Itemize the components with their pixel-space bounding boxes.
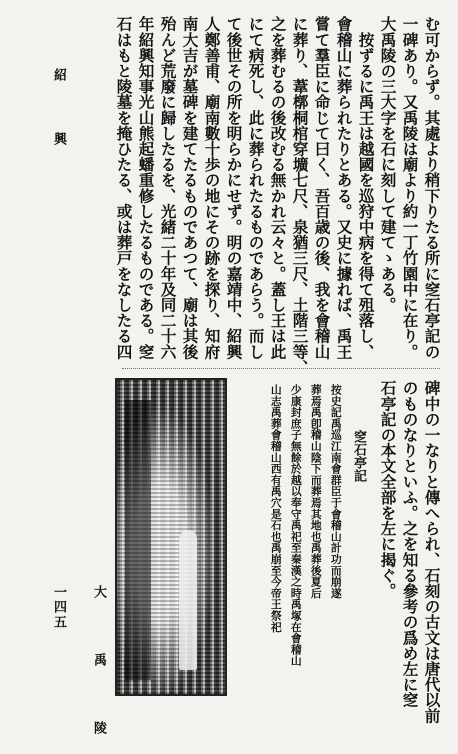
main-text-col-12: 南大吉が墓碑を建てたるものであつて、廟は其後 xyxy=(180,16,200,360)
inscription-col-2: 葬焉禹卽稽山陰下而葬焉其地也禹葬後夏后 xyxy=(309,384,323,599)
main-text-col-1: む可からず。其處より稍下りたる所に窆石亭記の xyxy=(422,16,442,360)
lower-text-col-3: 石亭記の本文全部を左に揭ぐ。 xyxy=(378,380,398,599)
main-text-col-2: 一碑あり。又禹陵は廟より約一丁竹園中に在り。 xyxy=(400,16,420,360)
chapter-header: 紹 興 xyxy=(51,68,66,163)
main-text-col-4: 按ずるに禹王は越國を巡狩中病を得て殂落し、 xyxy=(356,16,376,360)
main-text-col-8: 之を葬むるの後改むる無かれ云々と。蓋し王は此 xyxy=(268,16,288,360)
main-text-col-5: 會稽山に葬られたりとある。又史に據れば、禹王 xyxy=(334,16,354,360)
inscription-col-3: 少康封庶子無餘於越以奉守禹祀至秦漢之時禹塚在會稽山 xyxy=(289,384,303,667)
section-divider xyxy=(122,368,440,369)
main-text-col-15: 石はもと陵墓を掩ひたる、或は葬戸をなしたる四 xyxy=(114,16,134,360)
page-number: 一四五 xyxy=(51,585,66,630)
mausoleum-photo xyxy=(115,378,227,696)
main-text-col-6: 嘗て羣臣に命じて曰く、吾百歳の後、我を會稽山 xyxy=(312,16,332,360)
inscription-col-1: 按史記禹巡江南會群臣于會稽山計功而崩遂 xyxy=(329,384,343,599)
main-text-col-7: に葬り、葦槨桐棺穿壙七尺、泉猶三尺、土階三等、 xyxy=(290,16,310,375)
lower-text-col-2: のものなりといふ。之を知る參考の爲め左に窆 xyxy=(400,380,420,708)
photo-shadow xyxy=(125,400,151,680)
main-text-col-13: 殆んど荒廢に歸したるを、光緒二十年及同二十六 xyxy=(158,16,178,360)
photo-caption: 大 禹 陵 xyxy=(91,585,106,754)
inscription-title: 窆石亭記 xyxy=(351,430,366,482)
inscription-col-4: 山志禹葬會稽山西有禹穴是石也禹崩至今帝王祭祀 xyxy=(269,384,283,633)
main-text-col-9: にて病死し、此に葬られたるものであらう。而し xyxy=(246,16,266,360)
main-text-col-14: 年紹興知事光山熊起蟠重修したるものである。窆 xyxy=(136,16,156,360)
main-text-col-11: 人鄭善甫、廟南數十歩の地にその跡を探り、知府 xyxy=(202,16,222,360)
lower-text-col-1: 碑中の一なりと傳へられ、石刻の古文は唐代以前 xyxy=(422,380,442,724)
main-text-col-10: て後世その所を明らかにせず。明の嘉靖中、紹興 xyxy=(224,16,244,360)
main-text-col-3: 大禹陵の三大字を石に刻して建てゝある。 xyxy=(378,16,398,313)
photo-stone-monument xyxy=(179,530,197,670)
